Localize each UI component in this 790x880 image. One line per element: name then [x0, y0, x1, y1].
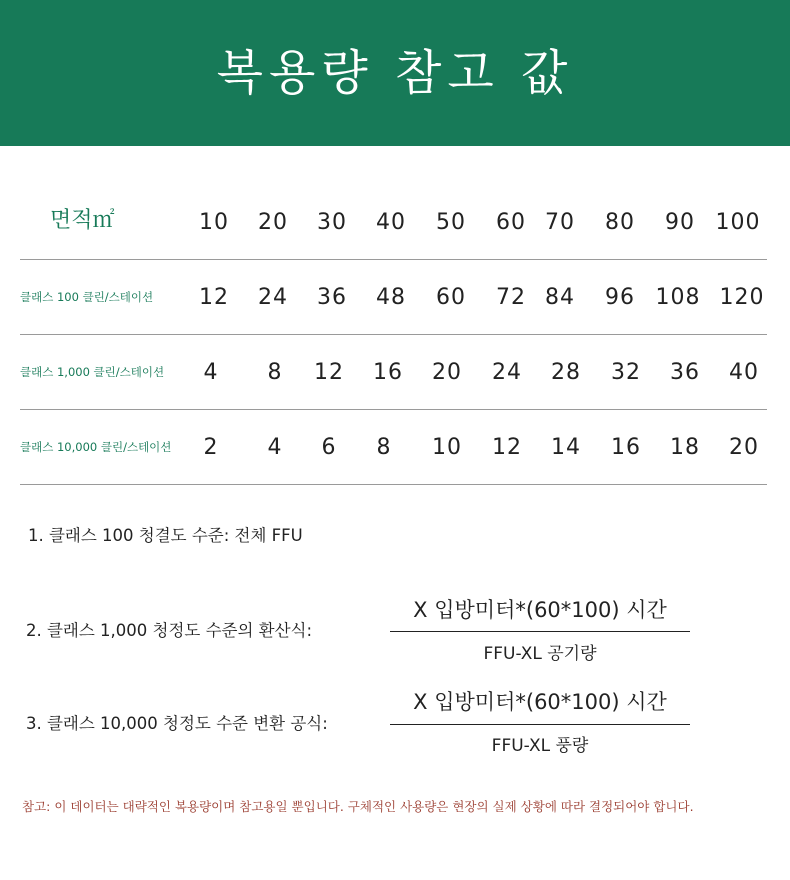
- disclaimer-text: 참고: 이 데이터는 대략적인 복용량이며 참고용일 뿐입니다. 구체적인 사용량은 현장의 실제 상황에 따라 결정되어야 합니다.: [22, 799, 694, 814]
- formula-2-divider: [390, 631, 690, 632]
- column-header: 40: [376, 209, 406, 235]
- table-cell: 60: [436, 284, 466, 310]
- table-cell: 96: [605, 284, 635, 310]
- table-cell: 24: [492, 359, 522, 385]
- table-cell: 36: [317, 284, 347, 310]
- table-cell: 20: [432, 359, 462, 385]
- table-cell: 28: [551, 359, 581, 385]
- area-label: 면적㎡: [50, 207, 115, 233]
- table-cell: 24: [258, 284, 288, 310]
- table-cell: 12: [492, 434, 522, 460]
- table-cell: 72: [496, 284, 526, 310]
- page-title: 복용량 참고 값: [216, 44, 574, 101]
- note-1: 1. 클래스 100 청결도 수준: 전체 FFU: [28, 526, 303, 545]
- table-cell: 12: [314, 359, 344, 385]
- table-cell: 8: [267, 359, 283, 385]
- formula-3-divider: [390, 724, 690, 725]
- table-cell: 14: [551, 434, 581, 460]
- column-header: 90: [665, 209, 695, 235]
- table-cell: 16: [373, 359, 403, 385]
- note-3: 3. 클래스 10,000 청정도 수준 변환 공식:: [26, 714, 328, 733]
- formula-3-denominator: FFU-XL 풍량: [491, 736, 589, 756]
- dosage-table: [20, 185, 767, 485]
- table-row: [20, 410, 767, 485]
- column-header: 70: [545, 209, 575, 235]
- row-label: 클래스 10,000 클린/스테이션: [20, 440, 172, 454]
- column-header: 10: [199, 209, 229, 235]
- table-cell: 108: [655, 284, 701, 310]
- column-header: 50: [436, 209, 466, 235]
- table-cell: 32: [611, 359, 641, 385]
- column-header: 30: [317, 209, 347, 235]
- table-cell: 4: [203, 359, 219, 385]
- row-label: 클래스 1,000 클린/스테이션: [20, 365, 165, 379]
- row-label: 클래스 100 클린/스테이션: [20, 290, 154, 304]
- table-cell: 20: [729, 434, 759, 460]
- table-cell: 8: [376, 434, 392, 460]
- formula-2-numerator: X 입방미터*(60*100) 시간: [413, 598, 667, 622]
- table-cell: 84: [545, 284, 575, 310]
- column-header: 20: [258, 209, 288, 235]
- formula-2-denominator: FFU-XL 공기량: [483, 644, 597, 664]
- note-2: 2. 클래스 1,000 청정도 수준의 환산식:: [26, 621, 313, 640]
- column-header: 80: [605, 209, 635, 235]
- table-cell: 36: [670, 359, 700, 385]
- column-header: 60: [496, 209, 526, 235]
- table-header-row: [20, 185, 767, 260]
- table-cell: 18: [670, 434, 700, 460]
- table-cell: 48: [376, 284, 406, 310]
- table-row: [20, 335, 767, 410]
- table-row: [20, 260, 767, 335]
- table-cell: 120: [719, 284, 765, 310]
- column-header: 100: [715, 209, 761, 235]
- table-cell: 12: [199, 284, 229, 310]
- table-cell: 4: [267, 434, 283, 460]
- table-cell: 40: [729, 359, 759, 385]
- formula-3-numerator: X 입방미터*(60*100) 시간: [413, 690, 667, 714]
- header-banner: [0, 0, 790, 146]
- table-cell: 10: [432, 434, 462, 460]
- table-cell: 6: [321, 434, 337, 460]
- table-cell: 16: [611, 434, 641, 460]
- table-cell: 2: [203, 434, 219, 460]
